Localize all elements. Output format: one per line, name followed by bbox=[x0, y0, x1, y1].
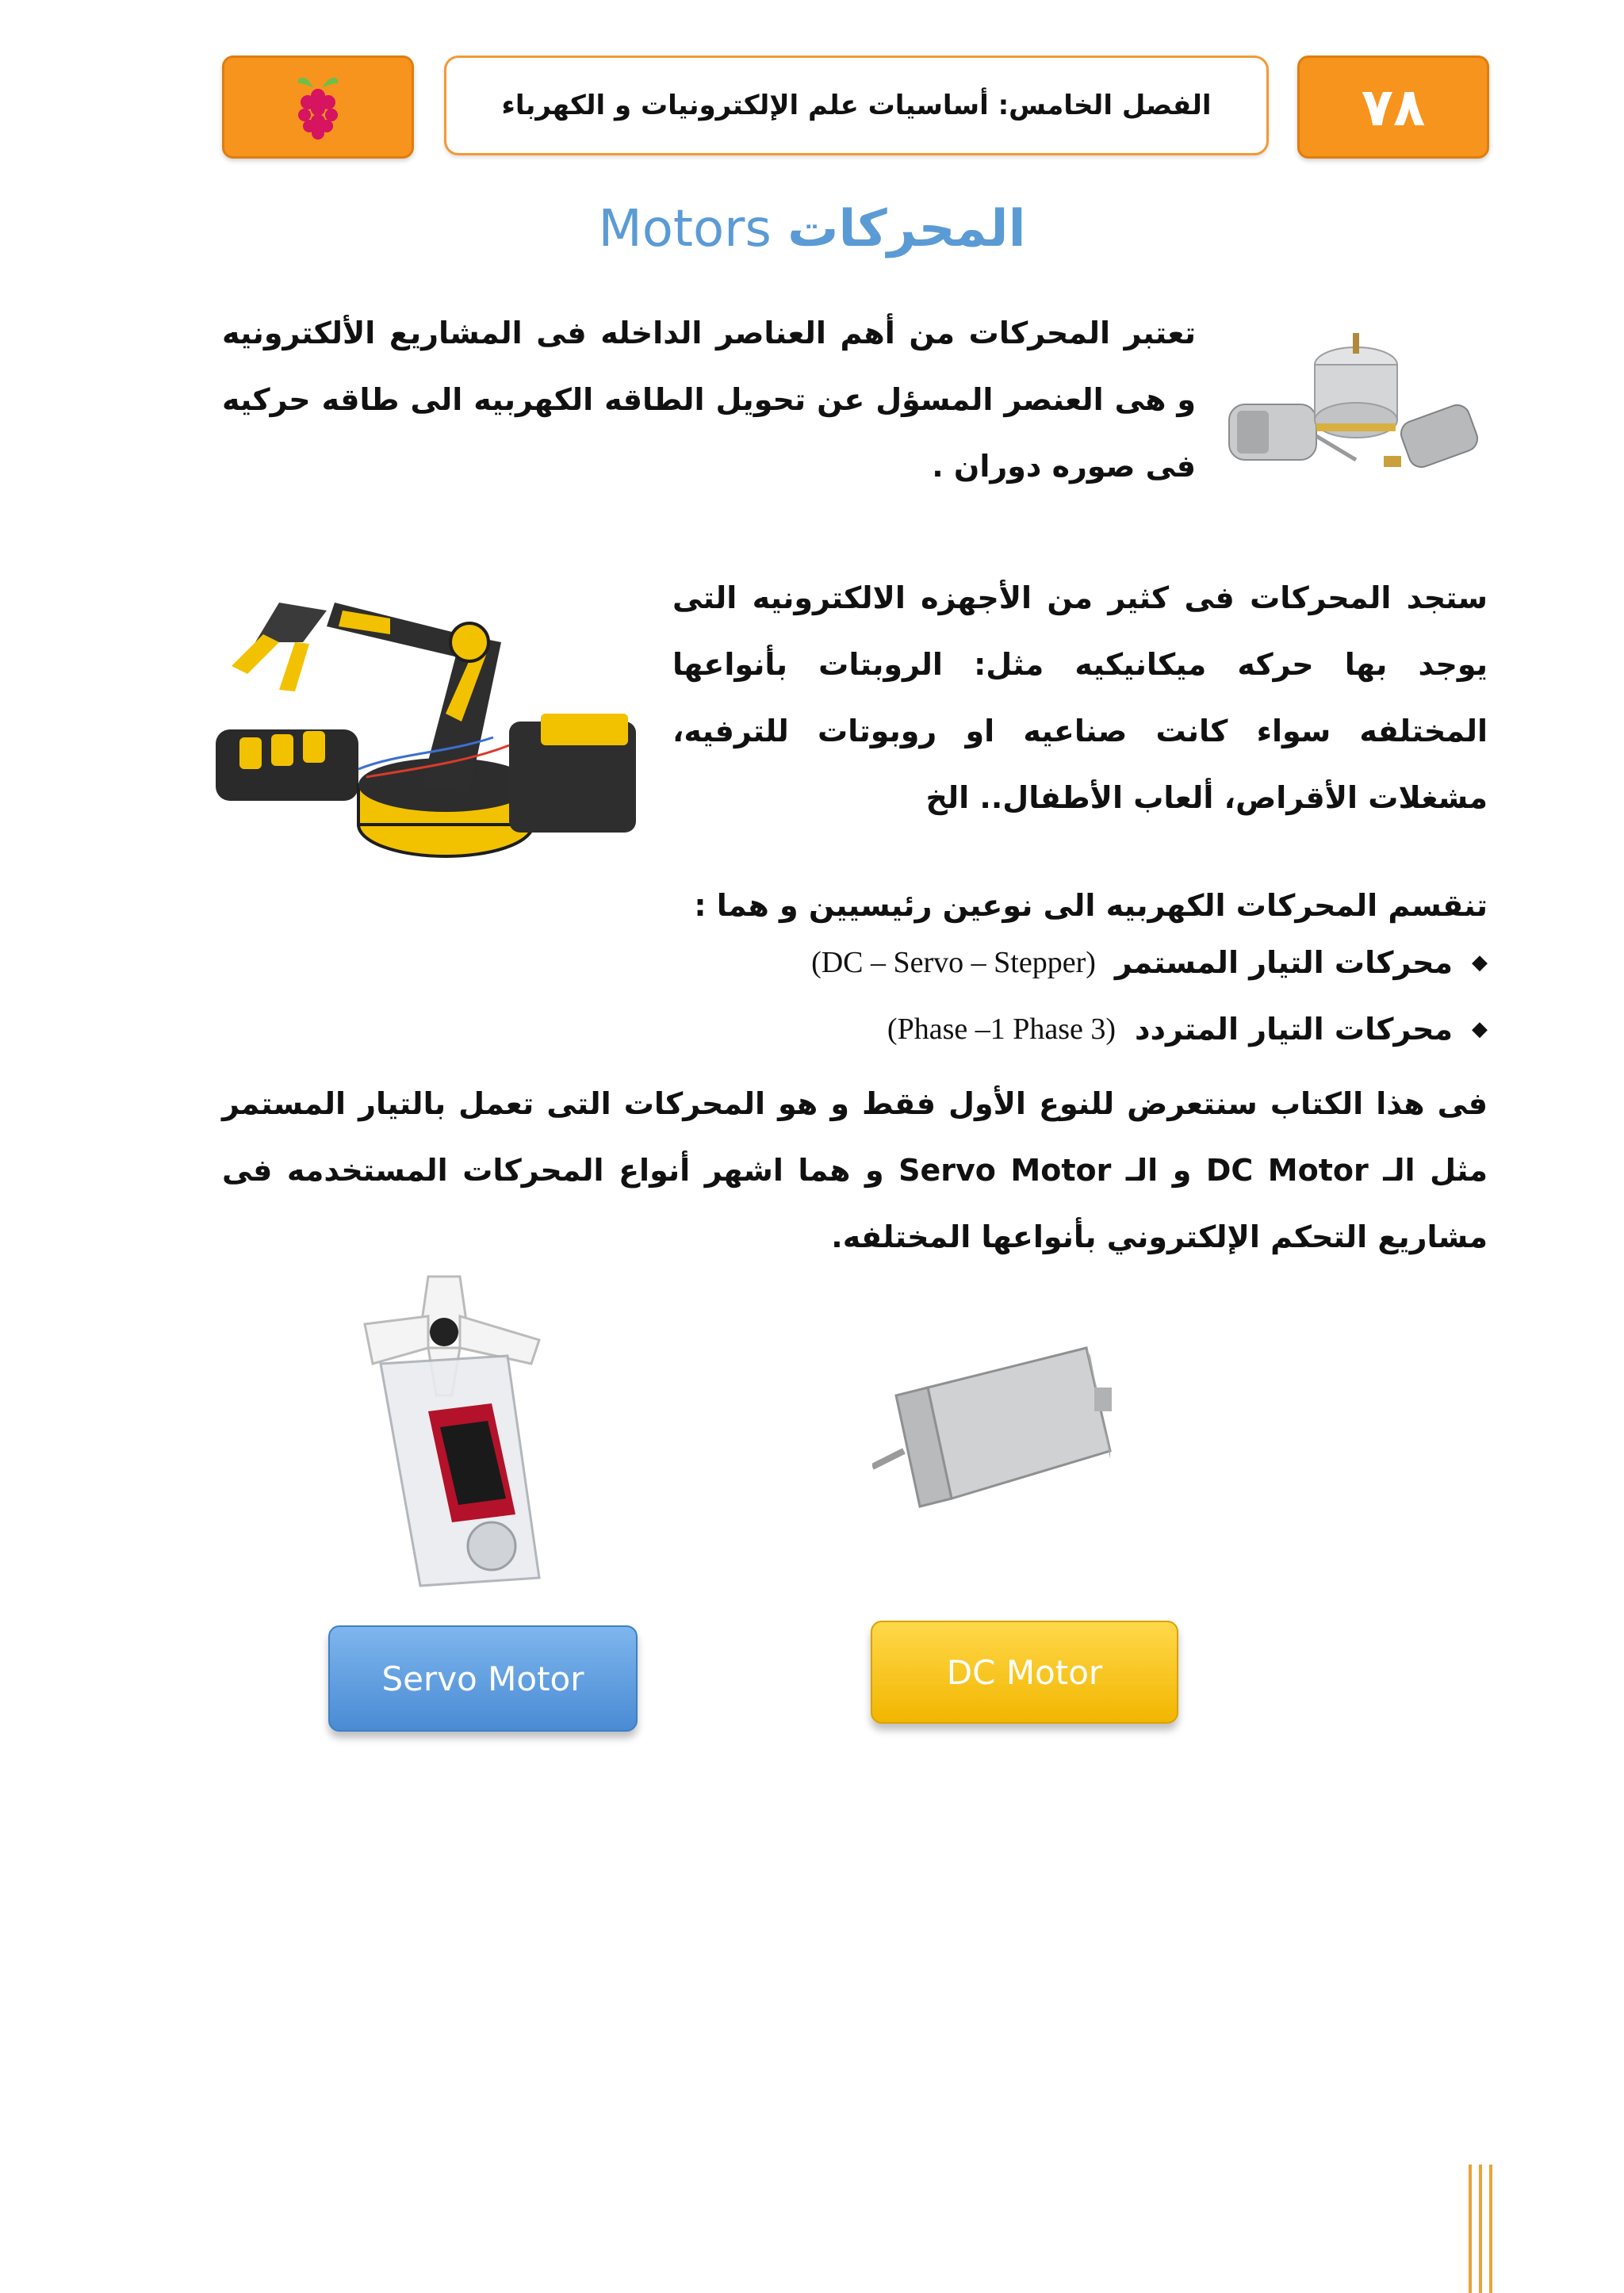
dc-motor-body bbox=[872, 1348, 1112, 1506]
bullet-icon: ◆ bbox=[1472, 1017, 1488, 1041]
controller bbox=[216, 729, 358, 801]
raspberry-pi-logo bbox=[290, 74, 346, 140]
types-intro: تنقسم المحركات الكهربيه الى نوعين رئيسيين و هما : bbox=[694, 888, 1488, 923]
dc-motor-label: DC Motor bbox=[871, 1621, 1178, 1724]
bullet-dc-types bbox=[811, 945, 1488, 980]
logo-box bbox=[222, 56, 414, 159]
dc-motor-image bbox=[872, 1332, 1126, 1546]
title-english: Motors bbox=[598, 200, 772, 258]
bullet-ac-types bbox=[887, 1012, 1488, 1047]
servo-motor-image bbox=[333, 1245, 571, 1594]
page-number: ٧٨ bbox=[1361, 76, 1426, 138]
robot-arm-image bbox=[208, 555, 652, 888]
bullet-english: (DC – Servo – Stepper) bbox=[811, 946, 1096, 979]
bullet-english: (3 Phase –1 Phase) bbox=[887, 1013, 1116, 1046]
chapter-title: الفصل الخامس: أساسيات علم الإلكترونيات و الكهرباء bbox=[501, 90, 1212, 121]
servo-motor-label: Servo Motor bbox=[328, 1625, 638, 1732]
arm-base bbox=[358, 714, 636, 856]
page-number-box bbox=[1297, 56, 1489, 159]
page-title bbox=[0, 200, 1624, 258]
title-arabic: المحركات bbox=[787, 200, 1026, 258]
decorative-lines bbox=[1467, 2165, 1494, 2293]
motor-center bbox=[1315, 333, 1397, 438]
small-motors-image bbox=[1221, 317, 1483, 492]
bullet-icon: ◆ bbox=[1472, 951, 1488, 974]
usage-paragraph: ستجد المحركات فى كثير من الأجهزه الالكترونيه التى يوجد بها حركه ميكانيكيه مثل: الروبتات بأنواعها المختلفه سواء كانت صناعيه او روبوتات للترفيه، مشغلات الأقراص، ألعاب الأطفال.. الخ bbox=[672, 580, 1488, 815]
servo-body bbox=[381, 1356, 539, 1586]
scope-paragraph: فى هذا الكتاب سنتعرض للنوع الأول فقط و هو المحركات التى تعمل بالتيار المستمر مثل الـ DC Motor و الـ Servo Motor و هما اشهر أنواع المحركات المستخدمه فى مشاريع التحكم الإلكتروني بأنواعها المختلفه. bbox=[222, 1086, 1488, 1254]
chapter-header bbox=[444, 56, 1269, 155]
motor-right bbox=[1384, 401, 1481, 470]
bullet-arabic: محركات التيار المستمر bbox=[1114, 945, 1453, 980]
intro-paragraph: تعتبر المحركات من أهم العناصر الداخله فى المشاريع الألكترونيه و هى العنصر المسؤل عن تحويل الطاقه الكهربيه الى طاقه حركيه فى صوره دوران . bbox=[222, 316, 1196, 484]
bullet-arabic: محركات التيار المتردد bbox=[1135, 1012, 1453, 1047]
